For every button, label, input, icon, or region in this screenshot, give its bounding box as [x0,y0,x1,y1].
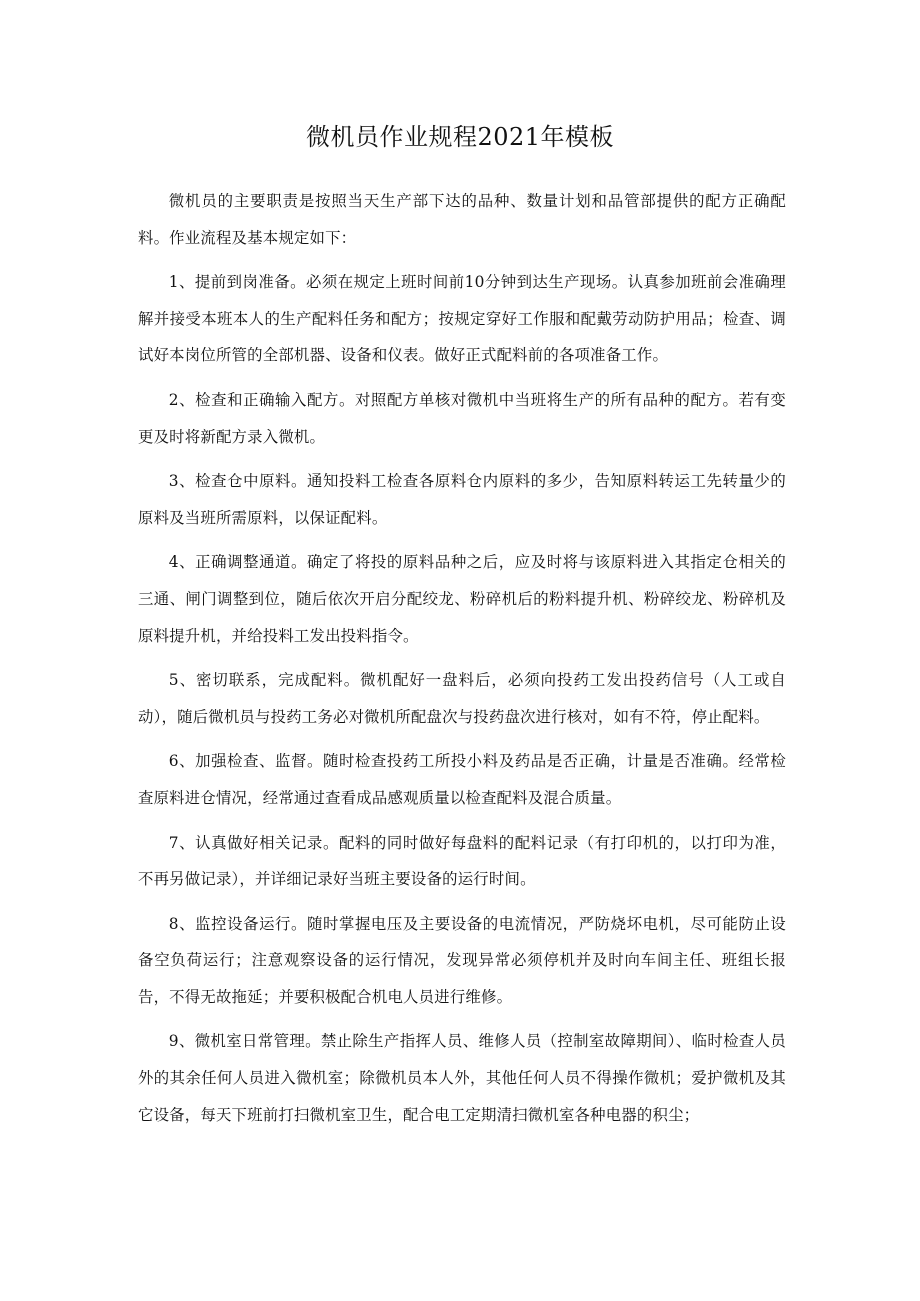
rule-paragraph-9: 9、微机室日常管理。禁止除生产指挥人员、维修人员（控制室故障期间）、临时检查人员外的其余任何人员进入微机室；除微机员本人外，其他任何人员不得操作微机；爱护微机及其它设备，每天下班前打扫微机室卫生，配合电工定期清扫微机室各种电器的积尘； [138,1032,786,1124]
rule-paragraph-8: 8、监控设备运行。随时掌握电压及主要设备的电流情况，严防烧坏电机，尽可能防止设备空负荷运行；注意观察设备的运行情况，发现异常必须停机并及时向车间主任、班组长报告，不得无故拖延；并要积极配合机电人员进行维修。 [138,914,786,1006]
document-title: 微机员作业规程2021年模板 [305,123,615,151]
intro-paragraph: 微机员的主要职责是按照当天生产部下达的品种、数量计划和品管部提供的配方正确配料。作业流程及基本规定如下： [138,192,786,247]
document-body [138,183,786,1141]
rule-paragraph-3: 3、检查仓中原料。通知投料工检查各原料仓内原料的多少，告知原料转运工先转量少的原料及当班所需原料，以保证配料。 [138,472,786,527]
rule-paragraph-6: 6、加强检查、监督。随时检查投药工所投小料及药品是否正确，计量是否准确。经常检查原料进仓情况，经常通过查看成品感观质量以检查配料及混合质量。 [138,752,786,807]
rule-paragraph-5: 5、密切联系，完成配料。微机配好一盘料后，必须向投药工发出投药信号（人工或自动），随后微机员与投药工务必对微机所配盘次与投药盘次进行核对，如有不符，停止配料。 [138,671,786,726]
rule-paragraph-7: 7、认真做好相关记录。配料的同时做好每盘料的配料记录（有打印机的，以打印为准，不再另做记录），并详细记录好当班主要设备的运行时间。 [138,833,786,889]
rule-paragraph-4: 4、正确调整通道。确定了将投的原料品种之后，应及时将与该原料进入其指定仓相关的三通、闸门调整到位，随后依次开启分配绞龙、粉碎机后的粉料提升机、粉碎绞龙、粉碎机及原料提升机，并给投料工发出投料指令。 [138,553,786,645]
rule-paragraph-2: 2、检查和正确输入配方。对照配方单核对微机中当班将生产的所有品种的配方。若有变更及时将新配方录入微机。 [138,390,786,446]
rule-paragraph-1: 1、提前到岗准备。必须在规定上班时间前10分钟到达生产现场。认真参加班前会准确理解并接受本班本人的生产配料任务和配方；按规定穿好工作服和配戴劳动防护用品；检查、调试好本岗位所管的全部机器、设备和仪表。做好正式配料前的各项准备工作。 [138,273,786,365]
